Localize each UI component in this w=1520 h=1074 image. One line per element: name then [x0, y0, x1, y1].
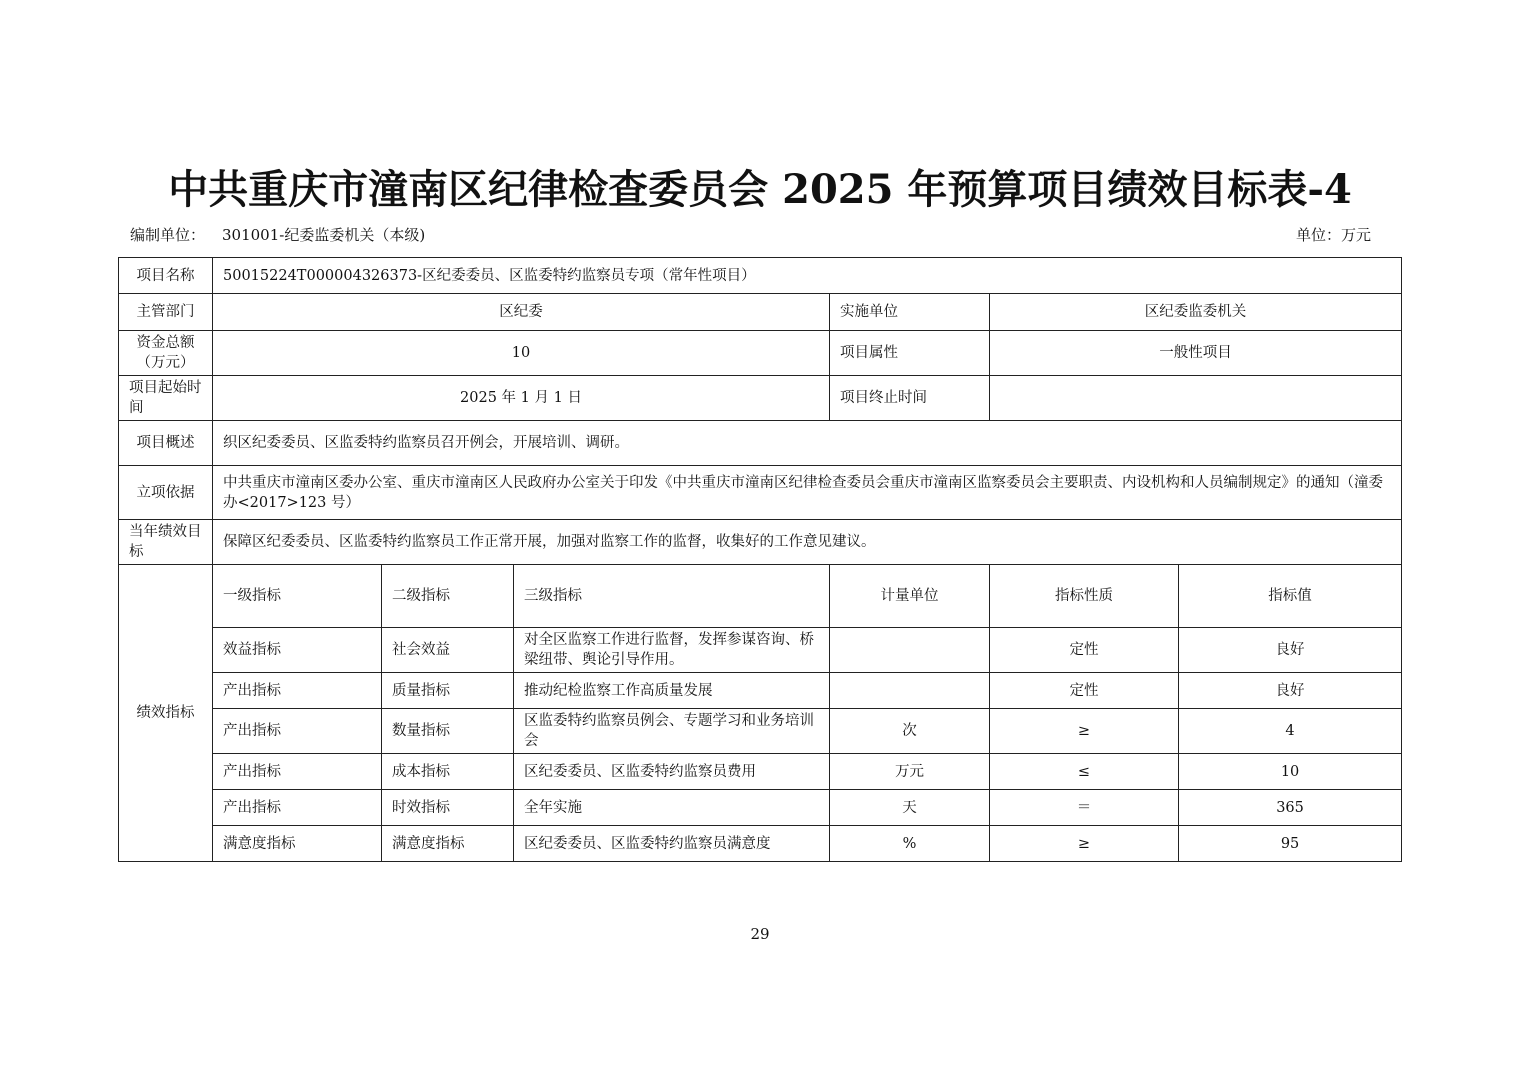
goal-label: 当年绩效目标: [119, 520, 213, 565]
value-cell: 95: [1179, 826, 1402, 862]
nature-cell: ≥: [990, 826, 1179, 862]
unit-cell: 天: [830, 790, 990, 826]
dept-value: 区纪委: [213, 294, 830, 331]
perf-header-level3: 三级指标: [514, 565, 830, 628]
overview-value: 织区纪委委员、区监委特约监察员召开例会，开展培训、调研。: [213, 421, 1402, 466]
row-basis: [119, 466, 1402, 520]
impl-value: 区纪委监委机关: [990, 294, 1402, 331]
level3-cell: 推动纪检监察工作高质量发展: [514, 673, 830, 709]
nature-cell: ＝: [990, 790, 1179, 826]
perf-header-value: 指标值: [1179, 565, 1402, 628]
nature-cell: ≤: [990, 754, 1179, 790]
page-title: 中共重庆市潼南区纪律检查委员会 2025 年预算项目绩效目标表-4: [168, 166, 1352, 213]
level1-cell: 产出指标: [213, 754, 382, 790]
start-label: 项目起始时间: [119, 376, 213, 421]
level2-cell: 满意度指标: [382, 826, 514, 862]
level1-cell: 满意度指标: [213, 826, 382, 862]
end-label: 项目终止时间: [830, 376, 990, 421]
table-row: [119, 790, 1402, 826]
row-fund: [119, 331, 1402, 376]
nature-cell: 定性: [990, 673, 1179, 709]
table-row: [119, 754, 1402, 790]
level3-cell: 区监委特约监察员例会、专题学习和业务培训会: [514, 709, 830, 754]
fund-value: 10: [213, 331, 830, 376]
value-cell: 4: [1179, 709, 1402, 754]
unit-cell: 万元: [830, 754, 990, 790]
unit-cell: [830, 628, 990, 673]
performance-target-table: [118, 257, 1402, 862]
value-cell: 10: [1179, 754, 1402, 790]
level1-cell: 产出指标: [213, 673, 382, 709]
perf-header-unit: 计量单位: [830, 565, 990, 628]
fund-label: 资金总额（万元）: [119, 331, 213, 376]
attr-label: 项目属性: [830, 331, 990, 376]
level1-cell: 产出指标: [213, 790, 382, 826]
impl-label: 实施单位: [830, 294, 990, 331]
level2-cell: 数量指标: [382, 709, 514, 754]
unit-cell: [830, 673, 990, 709]
level2-cell: 时效指标: [382, 790, 514, 826]
basis-value: 中共重庆市潼南区委办公室、重庆市潼南区人民政府办公室关于印发《中共重庆市潼南区纪律检查委员会重庆市潼南区监察委员会主要职责、内设机构和人员编制规定》的通知（潼委办<2017>123 号）: [213, 466, 1402, 520]
unit-cell: 次: [830, 709, 990, 754]
level3-cell: 区纪委委员、区监委特约监察员费用: [514, 754, 830, 790]
row-dept: [119, 294, 1402, 331]
compiling-unit: [130, 224, 425, 245]
row-goal: [119, 520, 1402, 565]
goal-value: 保障区纪委委员、区监委特约监察员工作正常开展，加强对监察工作的监督，收集好的工作意见建议。: [213, 520, 1402, 565]
compiling-unit-label: 编制单位：: [130, 226, 206, 244]
value-cell: 良好: [1179, 673, 1402, 709]
table-row: [119, 628, 1402, 673]
perf-header-nature: 指标性质: [990, 565, 1179, 628]
nature-cell: ≥: [990, 709, 1179, 754]
level2-cell: 社会效益: [382, 628, 514, 673]
attr-value: 一般性项目: [990, 331, 1402, 376]
row-dates: [119, 376, 1402, 421]
table-row: [119, 709, 1402, 754]
perf-header-row: [119, 565, 1402, 628]
dept-label: 主管部门: [119, 294, 213, 331]
level1-cell: 产出指标: [213, 709, 382, 754]
compiling-unit-value: 301001-纪委监委机关（本级): [222, 226, 426, 244]
level3-cell: 全年实施: [514, 790, 830, 826]
level2-cell: 成本指标: [382, 754, 514, 790]
perf-header-level2: 二级指标: [382, 565, 514, 628]
nature-cell: 定性: [990, 628, 1179, 673]
overview-label: 项目概述: [119, 421, 213, 466]
perf-header-level1: 一级指标: [213, 565, 382, 628]
level1-cell: 效益指标: [213, 628, 382, 673]
value-cell: 365: [1179, 790, 1402, 826]
start-value: 2025 年 1 月 1 日: [213, 376, 830, 421]
page-number: 29: [750, 925, 770, 943]
table-row: [119, 673, 1402, 709]
perf-label: 绩效指标: [119, 565, 213, 862]
row-overview: [119, 421, 1402, 466]
value-cell: 良好: [1179, 628, 1402, 673]
basis-label: 立项依据: [119, 466, 213, 520]
project-name-label: 项目名称: [119, 258, 213, 294]
end-value: [990, 376, 1402, 421]
currency-unit: 单位：万元: [1296, 226, 1372, 244]
level3-cell: 区纪委委员、区监委特约监察员满意度: [514, 826, 830, 862]
unit-cell: %: [830, 826, 990, 862]
row-project-name: [119, 258, 1402, 294]
table-row: [119, 826, 1402, 862]
level3-cell: 对全区监察工作进行监督，发挥参谋咨询、桥梁纽带、舆论引导作用。: [514, 628, 830, 673]
level2-cell: 质量指标: [382, 673, 514, 709]
project-name-value: 50015224T000004326373-区纪委委员、区监委特约监察员专项（常年性项目）: [213, 258, 1402, 294]
